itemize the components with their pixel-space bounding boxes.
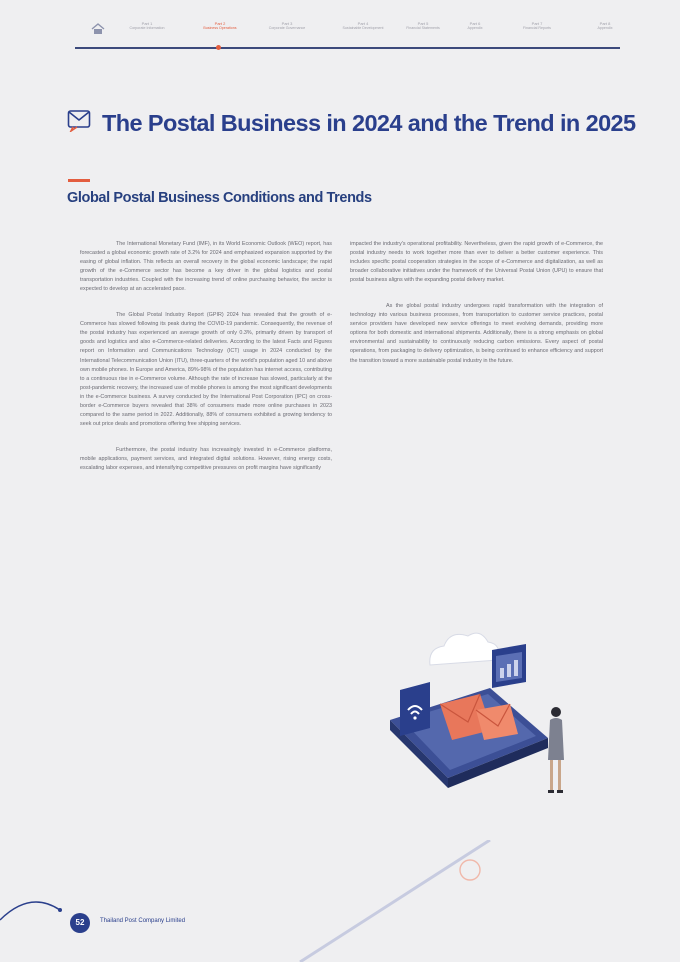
nav-item-title: Part 1 [141,21,153,26]
person-figure [548,707,564,793]
nav-item-subtitle: Business Operations [203,26,237,30]
home-icon[interactable] [91,23,105,35]
nav-item-part-3[interactable] [257,21,317,31]
nav-item-subtitle: Corporate Information [129,26,165,30]
nav-item-part-5[interactable] [393,21,453,31]
body-paragraph: Furthermore, the postal industry has increasingly invested in e-Commerce platforms, mobile applications, payment services, and integrated digital solutions. However, rising energy costs, escalating labor expenses, and intensifying competitive pressures on profit margins have significantly [80,446,332,471]
nav-item-part-7[interactable] [507,21,567,31]
nav-item-title: Part 6 [469,21,481,26]
nav-item-title: Part 2 [214,21,226,26]
chapter-navigation [75,18,620,54]
nav-item-title: Part 5 [417,21,429,26]
section-heading: Global Postal Business Conditions and Trends [67,190,372,206]
accent-divider [68,179,90,182]
nav-item-subtitle: Sustainable Development [342,26,384,30]
footer-company-name: Thailand Post Company Limited [100,918,186,924]
nav-item-part-2[interactable] [190,21,250,31]
nav-item-title: Part 3 [281,21,293,26]
nav-item-part-6[interactable] [445,21,505,31]
cloud-icon [430,633,499,665]
nav-item-title: Part 7 [531,21,543,26]
nav-item-subtitle: Corporate Governance [268,26,306,30]
nav-item-title: Part 4 [357,21,369,26]
body-paragraph: As the global postal industry undergoes rapid transformation with the integration of technology into various business processes, from transportation to customer service practices, postal service providers have developed new service offerings to meet evolving demands, providing more options for both domestic and international shipments. Additionally, there is a strong emphasis on global environmental and sustainability to continuously reducing carbon emissions. Every aspect of postal operations, from packaging to delivery optimization, is being continued to enhance efficiency and support the transition toward a more sustainable postal industry in the future. [350,303,603,364]
body-column-right [350,240,603,383]
chart-panel [492,644,526,688]
body-paragraph: The Global Postal Industry Report (GPIR) 2024 has revealed that the growth of e-Commerce has slowed following its peak during the COVID-19 pandemic. Consequently, the revenue of the postal industry has experienced an average growth of only 0.3%, primarily driven by transport of goods and logistics and also e-Commerce-related deliveries. According to the latest Facts and Figures report on Information and Communications Technology (ICT) usage in 2024 conducted by the International Telecommunication Union (ITU), three-quarters of the world's population aged 10 and above own mobile phones. In Europe and America, 89%-98% of the population has internet access, contributing to a continuous rise in e-Commerce volume. Although the rate of increase has slowed, particularly at the post-pandemic recovery, the increased use of mobile phones is among the most significant developments in the e-Commerce business. A survey conducted by the International Post Corporation (IPC) on cross-border e-Commerce buyers revealed that 38% of consumers made more online purchases in 2023 compared to the same period in 2022. Additionally, 88% of consumers exhibited a growing tendency to seek out price deals and promotions offering free shipping services. [80,312,332,427]
nav-item-subtitle: Financial Reports [523,26,551,30]
page-number: 52 [70,913,90,933]
wifi-icon [400,682,430,736]
e-commerce-illustration [380,610,610,810]
nav-item-subtitle: Appendix [467,26,483,30]
body-paragraph: impacted the industry's operational profitability. Nevertheless, given the rapid growth of e-Commerce, the postal industry needs to work together more than ever to deliver a better customer experience. This includes specific postal cooperation strategies in the scope of e-Commerce and digitalization, as well as broader collaborative initiatives under the framework of the Universal Postal Union (UPU) to ensure that postal business aligns with the expanding postal delivery market. [350,241,603,284]
decorative-curves [0,840,680,962]
nav-item-title: Part 8 [599,21,611,26]
nav-item-subtitle: Appendix [597,26,613,30]
nav-item-subtitle: Financial Statements [406,26,440,30]
body-paragraph: The International Monetary Fund (IMF), in its World Economic Outlook (WEO) report, has forecasted a global economic growth rate of 3.2% for 2024 and emphasized expansion supported by the easing of global inflation. This reflects an overall recovery in the global economic landscape; the rapid growth of the e-Commerce sector has become a key driver in the global logistics and postal transportation industries. Coupled with the increasing trend of online purchasing behavior, the sector is expected to develop at an accelerated pace. [80,241,332,293]
nav-item-part-4[interactable] [333,21,393,31]
nav-item-part-1[interactable] [117,21,177,31]
nav-progress-line [75,47,620,49]
nav-current-marker [216,45,221,50]
page-title: The Postal Business in 2024 and the Trend in 2025 [102,110,636,136]
body-column-left [80,240,332,490]
nav-item-part-8[interactable] [575,21,635,31]
envelope-icon [67,108,93,132]
